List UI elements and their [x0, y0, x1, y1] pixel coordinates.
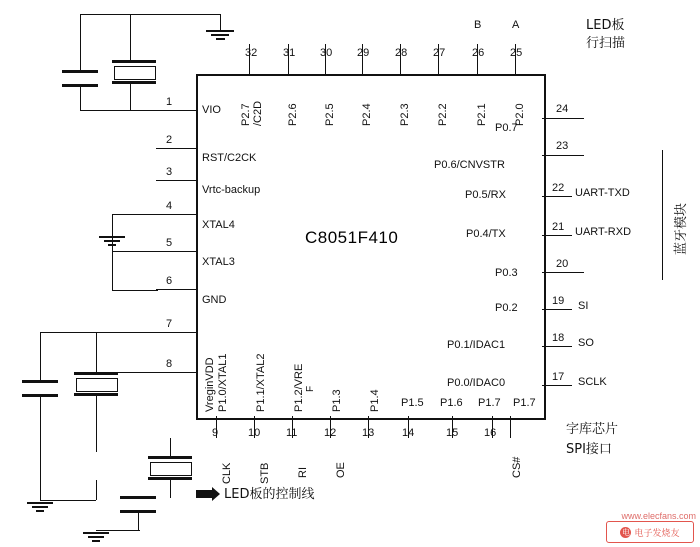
- chip-label: C8051F410: [305, 228, 399, 247]
- pin-number-8: 8: [166, 358, 173, 370]
- pin-number-21: 21: [552, 221, 565, 233]
- capacitor-plate-1: [62, 70, 98, 73]
- wire-xtal-bus: [112, 214, 113, 290]
- pin-label-14: P1.5: [401, 397, 424, 409]
- pin-label-27: P2.2: [437, 103, 449, 126]
- pin-lead-6: [156, 289, 196, 290]
- pin-number-1: 1: [166, 96, 173, 108]
- pin-number-4: 4: [166, 200, 173, 212]
- crystal-plate-2: [112, 81, 156, 84]
- pin-number-3: 3: [166, 166, 173, 178]
- wire-left-vert-2: [130, 14, 131, 60]
- crystal-body: [114, 66, 156, 80]
- crystal-body-2: [76, 378, 118, 392]
- pin-note-17: SCLK: [578, 376, 607, 388]
- annotation-bluetooth: 蓝牙模块: [674, 202, 689, 255]
- pin-number-27: 27: [433, 47, 446, 59]
- watermark-badge-mark: 电: [621, 527, 630, 537]
- capacitor-plate-2: [62, 84, 98, 87]
- pin-number-14: 14: [402, 427, 415, 439]
- watermark-url: www.elecfans.com: [621, 511, 696, 521]
- pin-label-32a: P2.7: [240, 103, 252, 126]
- pin-label-11: P1.2/VRE: [293, 363, 305, 412]
- pin-label-1: VIO: [202, 104, 221, 116]
- pin-number-15: 15: [446, 427, 459, 439]
- pin-label-18: P0.1/IDAC1: [447, 339, 506, 351]
- pin-label-7: VreginVDD: [204, 357, 216, 412]
- pin-number-9: 9: [212, 427, 219, 439]
- pin-label-21: P0.4/TX: [466, 228, 506, 240]
- pin-label-6: GND: [202, 294, 227, 306]
- pin-lead-4: [156, 214, 196, 215]
- crystal-plate-4: [74, 393, 118, 396]
- pin-number-12: 12: [324, 427, 337, 439]
- annotation-led-scan-1: LED板: [586, 18, 625, 33]
- pin-label-30: P2.5: [324, 103, 336, 126]
- wire-top-rail: [80, 14, 220, 15]
- pin-label-9: P1.0/XTAL1: [217, 353, 229, 412]
- pin-lead-22: [542, 196, 572, 197]
- pin-lead-3: [156, 180, 196, 181]
- pin-lead-20: [542, 272, 584, 273]
- signal-label-16: CS#: [511, 456, 523, 478]
- pin-note-22: UART-TXD: [575, 187, 630, 199]
- pin-lead-8: [156, 372, 196, 373]
- wire-vreg-vert-1: [40, 332, 41, 380]
- pin-number-24: 24: [556, 103, 569, 115]
- pin-label-10: P1.1/XTAL2: [255, 353, 267, 412]
- ground-symbol-bottom-mid: [83, 530, 109, 542]
- ground-symbol-top: [206, 28, 234, 40]
- pin-label-28: P2.3: [399, 103, 411, 126]
- pin-note-18: SO: [578, 337, 594, 349]
- pin-number-19: 19: [552, 295, 565, 307]
- pin-number-30: 30: [320, 47, 333, 59]
- pin-number-5: 5: [166, 237, 173, 249]
- pin-number-23: 23: [556, 140, 569, 152]
- pin-number-29: 29: [357, 47, 370, 59]
- wire-vreg-vert-2: [96, 332, 97, 372]
- pin-label-16: P1.7: [478, 397, 501, 409]
- top-marker-b: B: [474, 19, 482, 31]
- signal-label-10: STB: [259, 462, 271, 484]
- pin-label-19: P0.2: [495, 302, 518, 314]
- pin-lead-16b: [510, 416, 511, 438]
- pin-number-13: 13: [362, 427, 375, 439]
- wire-cap-bottom-stem: [138, 512, 139, 530]
- wire-left-vert-3: [80, 86, 81, 110]
- pin-number-31: 31: [283, 47, 296, 59]
- top-marker-a: A: [512, 19, 520, 31]
- pin-label-11-sub: F: [305, 385, 316, 392]
- capacitor-plate-4: [22, 394, 58, 397]
- watermark-badge-label: 电子发烧友: [634, 527, 680, 538]
- pin-label-17: P0.0/IDAC0: [447, 377, 506, 389]
- pin-label-25: P2.0: [514, 103, 526, 126]
- pin-label-26: P2.1: [476, 103, 488, 126]
- pin-number-2: 2: [166, 134, 173, 146]
- pin-lead-2: [156, 148, 196, 149]
- bluetooth-bracket: [662, 150, 663, 280]
- pin-label-3: Vrtc-backup: [202, 184, 261, 196]
- pin-note-21: UART-RXD: [575, 226, 632, 238]
- pin-number-20: 20: [556, 258, 569, 270]
- pin-label-15: P1.6: [440, 397, 463, 409]
- wire-xtal3-stem: [170, 438, 171, 456]
- pin-label-23: P0.6/CNVSTR: [434, 159, 505, 171]
- pin-lead-1: [156, 110, 196, 111]
- wire-vreg-top: [40, 332, 160, 333]
- crystal-plate-5: [148, 456, 192, 459]
- led-control-arrow: [196, 487, 220, 503]
- annotation-led-scan-2: 行扫描: [586, 36, 626, 51]
- pin-label-4: XTAL4: [202, 219, 235, 231]
- pin-label-12: P1.3: [331, 389, 343, 412]
- pin-lead-23: [542, 155, 584, 156]
- ground-symbol-bottom-left: [27, 500, 53, 512]
- annotation-spi-2: SPI接口: [566, 442, 612, 457]
- signal-label-9: CLK: [221, 462, 233, 484]
- pin-label-13: P1.4: [369, 389, 381, 412]
- pin-note-19: SI: [578, 300, 589, 312]
- crystal-plate-3: [74, 372, 118, 375]
- pin-number-25: 25: [510, 47, 523, 59]
- pin-number-18: 18: [552, 332, 565, 344]
- wire-left-vert-1: [80, 14, 81, 70]
- wire-pin8-vert: [96, 396, 97, 452]
- pin-number-16: 16: [484, 427, 497, 439]
- capacitor-plate-3: [22, 380, 58, 383]
- pin-number-6: 6: [166, 275, 173, 287]
- crystal-body-3: [150, 462, 192, 476]
- wire-bottom-vert: [96, 480, 97, 500]
- pin-number-7: 7: [166, 318, 173, 330]
- wire-to-pin1: [80, 110, 160, 111]
- pin-label-22: P0.5/RX: [465, 189, 506, 201]
- signal-label-11: RI: [297, 467, 309, 478]
- wire-gnd-pin6: [112, 290, 158, 291]
- pin-label-20: P0.3: [495, 267, 518, 279]
- pin-label-24: P0.7: [495, 122, 518, 134]
- pin-number-28: 28: [395, 47, 408, 59]
- wire-xtal4: [112, 214, 158, 215]
- annotation-led-control: LED板的控制线: [224, 487, 315, 502]
- pin-number-17: 17: [552, 371, 565, 383]
- pin-lead-7: [156, 332, 196, 333]
- annotation-spi-1: 字库芯片: [566, 422, 619, 437]
- pin-lead-24: [542, 118, 584, 119]
- wire-vreg-vert-3: [40, 396, 41, 500]
- pin-label-2: RST/C2CK: [202, 152, 257, 164]
- watermark-badge: [606, 521, 694, 543]
- pin-lead-19: [542, 309, 572, 310]
- wire-xtal3: [112, 251, 158, 252]
- capacitor-plate-5: [120, 496, 156, 499]
- pin-number-10: 10: [248, 427, 261, 439]
- pin-label-29: P2.4: [361, 103, 373, 126]
- pin-label-31: P2.6: [287, 103, 299, 126]
- pin-lead-5: [156, 251, 196, 252]
- wire-xtal3-stem2: [170, 480, 171, 498]
- pin-number-11: 11: [286, 427, 298, 439]
- wire-left-vert-4: [130, 84, 131, 110]
- pin-lead-17: [542, 385, 572, 386]
- pin-number-32: 32: [245, 47, 258, 59]
- pin-lead-18: [542, 346, 572, 347]
- signal-label-12: OE: [335, 462, 347, 478]
- pin-label-17b: P1.7: [513, 397, 536, 409]
- pin-label-32b: /C2D: [252, 100, 264, 126]
- pin-number-22: 22: [552, 182, 565, 194]
- pin-label-5: XTAL3: [202, 256, 235, 268]
- pin-number-26: 26: [472, 47, 485, 59]
- crystal-plate-1: [112, 60, 156, 63]
- pin-lead-21: [542, 235, 572, 236]
